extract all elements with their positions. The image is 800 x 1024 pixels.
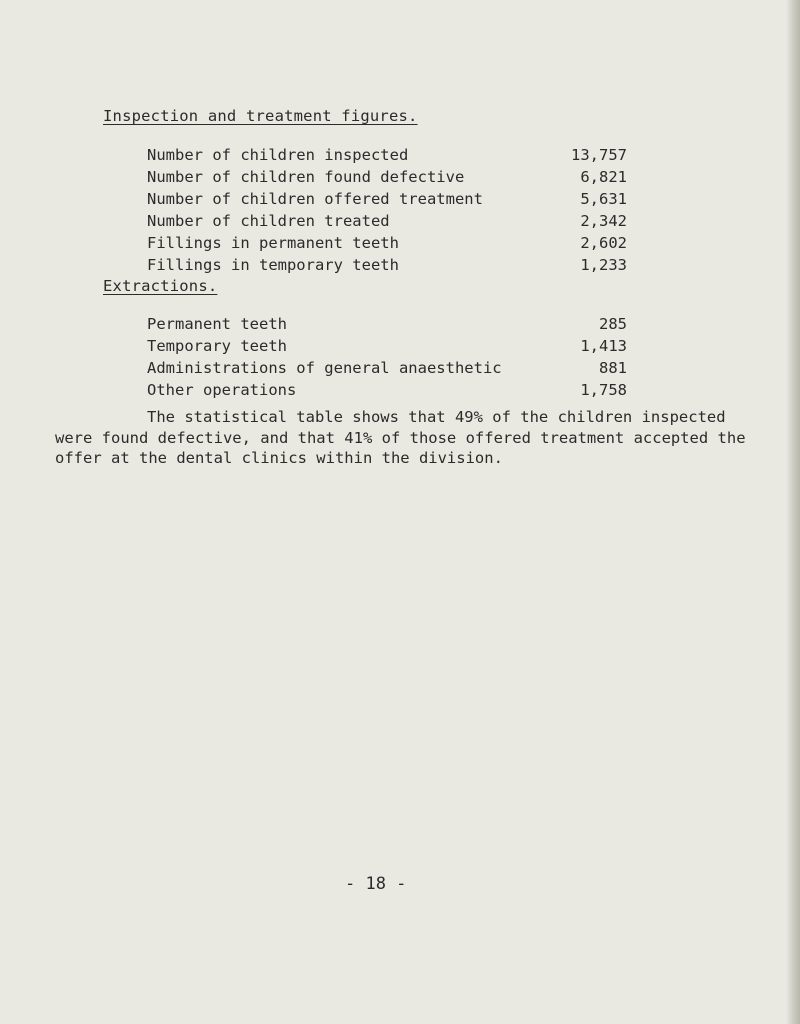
row-label: Fillings in temporary teeth <box>147 256 399 274</box>
row-label: Number of children found defective <box>147 168 465 186</box>
row-label: Number of children offered treatment <box>147 190 483 208</box>
row-label: Fillings in permanent teeth <box>147 234 399 252</box>
extractions-row <box>147 381 627 403</box>
inspection-row <box>147 168 627 190</box>
inspection-row <box>147 190 627 212</box>
inspection-row <box>147 212 627 234</box>
row-value: 2,602 <box>580 234 627 252</box>
row-label: Administrations of general anaesthetic <box>147 359 502 377</box>
row-label: Other operations <box>147 381 297 399</box>
row-value: 881 <box>599 359 627 377</box>
extractions-row <box>147 359 627 381</box>
summary-paragraph <box>55 407 755 469</box>
paragraph-line: were found defective, and that 41% of those offered treatment accepted the <box>55 428 746 447</box>
inspection-row <box>147 146 627 168</box>
row-value: 2,342 <box>580 212 627 230</box>
row-value: 1,413 <box>580 337 627 355</box>
paragraph-line: The statistical table shows that 49% of the children inspected <box>147 408 726 426</box>
row-label: Number of children inspected <box>147 146 409 164</box>
row-label: Temporary teeth <box>147 337 287 355</box>
row-label: Number of children treated <box>147 212 390 230</box>
extractions-row <box>147 337 627 359</box>
paragraph-line: offer at the dental clinics within the division. <box>55 449 503 467</box>
row-value: 5,631 <box>580 190 627 208</box>
inspection-row <box>147 234 627 256</box>
page-number: - 18 - <box>345 874 407 894</box>
page-edge-shadow <box>786 0 800 1024</box>
extractions-heading: Extractions. <box>103 277 218 295</box>
row-value: 1,758 <box>580 381 627 399</box>
row-value: 6,821 <box>580 168 627 186</box>
inspection-heading: Inspection and treatment figures. <box>103 107 418 125</box>
row-value: 13,757 <box>571 146 627 164</box>
row-value: 285 <box>599 315 627 333</box>
row-label: Permanent teeth <box>147 315 287 333</box>
row-value: 1,233 <box>580 256 627 274</box>
extractions-row <box>147 315 627 337</box>
inspection-row <box>147 256 627 278</box>
